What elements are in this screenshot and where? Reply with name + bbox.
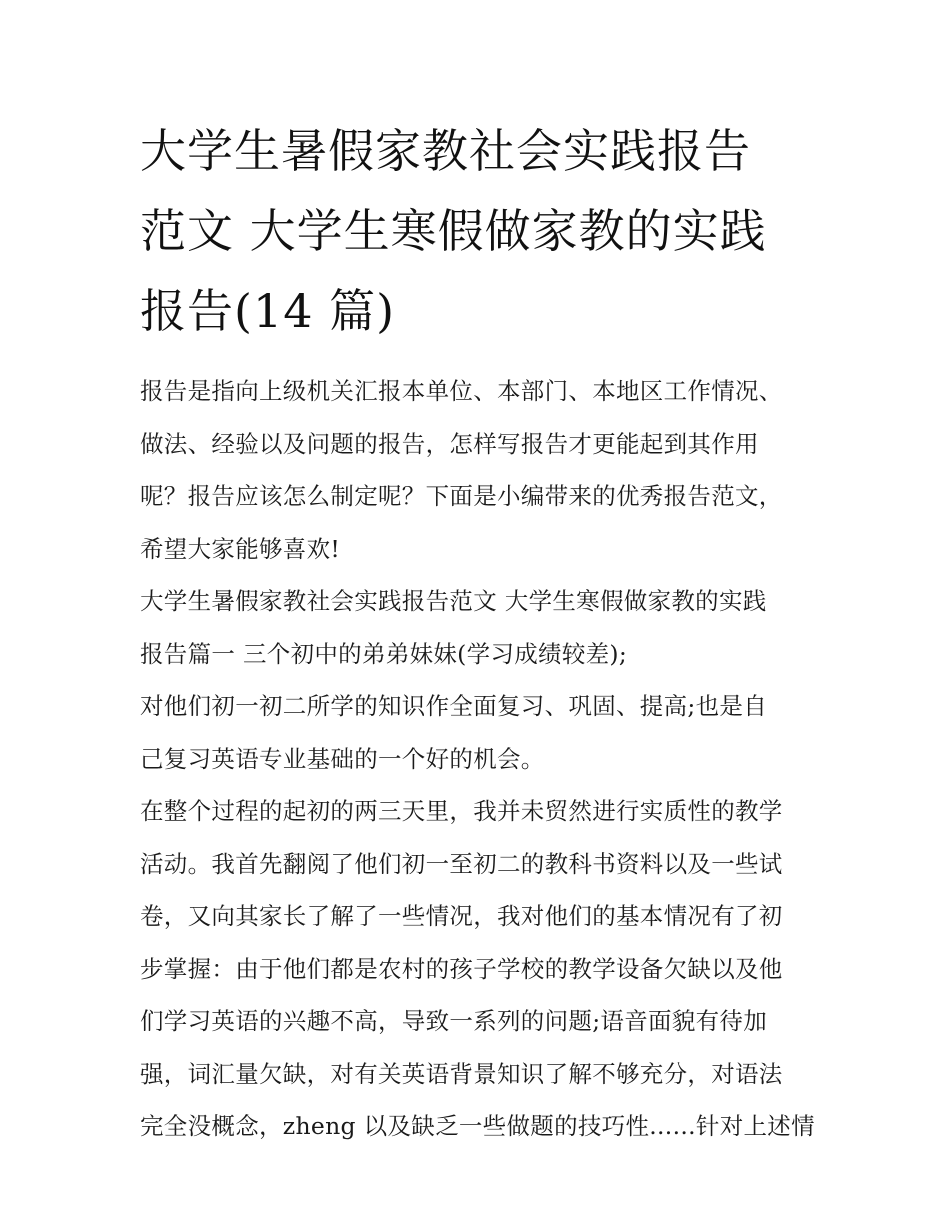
- title-line: 大学生暑假家教社会实践报告: [140, 124, 751, 178]
- body-paragraph: [140, 785, 820, 1153]
- paragraph-line: 报告是指向上级机关汇报本单位、本部门、本地区工作情况、: [140, 377, 783, 405]
- section-heading-paragraph: [140, 575, 820, 680]
- paragraph-line: 活动。我首先翻阅了他们初一至初二的教科书资料以及一些试: [140, 849, 783, 878]
- goal-paragraph: [140, 680, 820, 785]
- paragraph-line: 在整个过程的起初的两三天里，我并未贸然进行实质性的教学: [140, 797, 783, 825]
- paragraph-line: 大学生暑假家教社会实践报告范文 大学生寒假做家教的实践: [140, 587, 767, 615]
- paragraph-line: 完全没概念，zheng 以及缺乏一些做题的技巧性......针对上述情: [140, 1112, 815, 1140]
- document-content: [140, 111, 820, 1153]
- paragraph-line: 呢？报告应该怎么制定呢？下面是小编带来的优秀报告范文，: [140, 482, 783, 510]
- paragraph-line: 己复习英语专业基础的一个好的机会。: [140, 744, 545, 773]
- paragraph-line: 希望大家能够喜欢!: [140, 534, 341, 563]
- paragraph-line: 强，词汇量欠缺，对有关英语背景知识了解不够充分，对语法: [140, 1059, 783, 1088]
- paragraph-line: 对他们初一初二所学的知识作全面复习、巩固、提高;也是自: [140, 692, 768, 720]
- title-line: 范文 大学生寒假做家教的实践: [140, 204, 767, 258]
- paragraph-line: 报告篇一 三个初中的弟弟妹妹(学习成绩较差);: [140, 639, 628, 668]
- paragraph-line: 做法、经验以及问题的报告，怎样写报告才更能起到其作用: [140, 429, 759, 458]
- paragraph-line: 步掌握：由于他们都是农村的孩子学校的教学设备欠缺以及他: [140, 954, 783, 983]
- paragraph-line: 卷，又向其家长了解了一些情况，我对他们的基本情况有了初: [140, 902, 783, 930]
- document-title: [140, 111, 820, 351]
- paragraph-line: 们学习英语的兴趣不高，导致一系列的问题;语音面貌有待加: [140, 1007, 768, 1035]
- title-line: 报告(14 篇): [140, 284, 396, 338]
- intro-paragraph: [140, 365, 820, 575]
